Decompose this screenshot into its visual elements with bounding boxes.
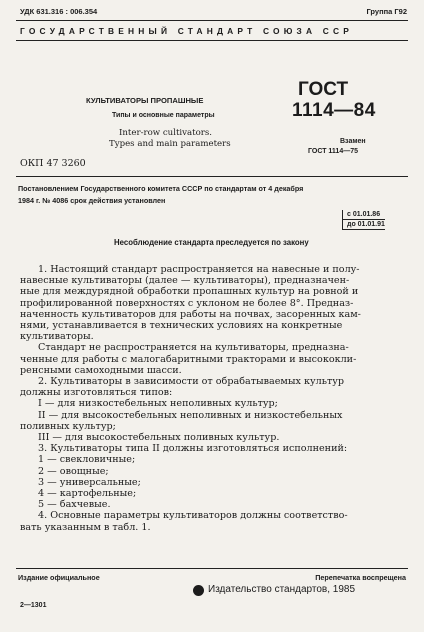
standard-title: КУЛЬТИВАТОРЫ ПРОПАШНЫЕ	[86, 96, 204, 105]
official-edition: Издание официальное	[18, 573, 100, 582]
validity-dates	[342, 210, 385, 230]
decree-line-2: 1984 г. № 4086 срок действия установлен	[18, 196, 166, 205]
valid-to: до 01.01.91	[342, 220, 385, 230]
body-line: 4 — картофельные;	[38, 488, 137, 500]
valid-from: с 01.01.86	[342, 210, 385, 220]
reprint-prohibited: Перепечатка воспрещена	[315, 573, 406, 582]
udk-code: УДК 631.316 : 006.354	[20, 7, 98, 16]
body-line: ченные для работы с малогабаритными тракторами и высококли-	[20, 353, 357, 365]
group-code: Группа Г92	[366, 7, 407, 16]
body-line: вать указанным в табл. 1.	[20, 521, 151, 533]
body-line: навесные культиваторы (далее — культиваторы), предназначен-	[20, 275, 350, 287]
body-line: 1 — свекловичные;	[38, 454, 136, 466]
body-line: III — для высокостебельных поливных культур.	[38, 432, 280, 444]
replaces-label: Взамен	[340, 138, 366, 145]
body-line: II — для высокостебельных неполивных и низкостебельных	[38, 409, 343, 421]
body-line: I — для низкостебельных неполивных культур;	[38, 398, 278, 410]
body-line: поливных культур;	[20, 420, 116, 432]
print-number: 2—1301	[20, 602, 47, 609]
body-line: должны изготовляться типов:	[20, 387, 173, 399]
body-line: ренсными самоходными шасси.	[20, 364, 182, 376]
title-english-line-1: Inter-row cultivators.	[119, 128, 213, 138]
body-line: 2. Культиваторы в зависимости от обрабатываемых культур	[38, 376, 345, 388]
footer-rule	[16, 568, 408, 569]
standard-subtitle: Типы и основные параметры	[112, 112, 215, 119]
top-rule	[16, 20, 408, 21]
decree-rule	[16, 176, 408, 177]
gost-label: ГОСТ	[298, 79, 349, 100]
body-line: профилированной поверхностях с уклоном не более 8°. Предназ-	[20, 297, 354, 309]
title-english-line-2: Types and main parameters	[109, 139, 231, 149]
body-line: 1. Настоящий стандарт распространяется на навесные и полу-	[38, 264, 360, 275]
body-line: 3 — универсальные;	[38, 476, 141, 488]
noncompliance-notice: Несоблюдение стандарта преследуется по закону	[114, 238, 309, 247]
state-standard-heading: ГОСУДАРСТВЕННЫЙ СТАНДАРТ СОЮЗА ССР	[20, 26, 354, 36]
okp-code: ОКП 47 3260	[20, 158, 86, 169]
body-line: наченность культиваторов для работы на почвах, засоренных кам-	[20, 308, 361, 320]
body-line: Стандарт не распространяется на культиваторы, предназна-	[38, 342, 349, 354]
body-line: 2 — овощные;	[38, 465, 109, 477]
decree-line-1: Постановлением Государственного комитета СССР по стандартам от 4 декабря	[18, 184, 304, 193]
publisher-bullet-icon	[193, 585, 204, 596]
body-line: культиваторы.	[20, 331, 94, 343]
body-line: ные для междурядной обработки пропашных культур на ровной и	[20, 286, 359, 298]
body-line: 4. Основные параметры культиваторов должны соответство-	[38, 510, 348, 522]
body-line: 3. Культиваторы типа II должны изготовляться исполнений:	[38, 443, 348, 455]
body-line: 5 — бахчевые.	[38, 499, 111, 511]
header-rule	[16, 40, 408, 41]
gost-number: 1114—84	[292, 100, 376, 121]
replaces-standard: ГОСТ 1114—75	[308, 148, 359, 155]
body-line: нями, устанавливается в технических условиях на конкретные	[20, 320, 343, 332]
standard-body	[20, 264, 410, 533]
publisher: Издательство стандартов, 1985	[208, 584, 356, 595]
